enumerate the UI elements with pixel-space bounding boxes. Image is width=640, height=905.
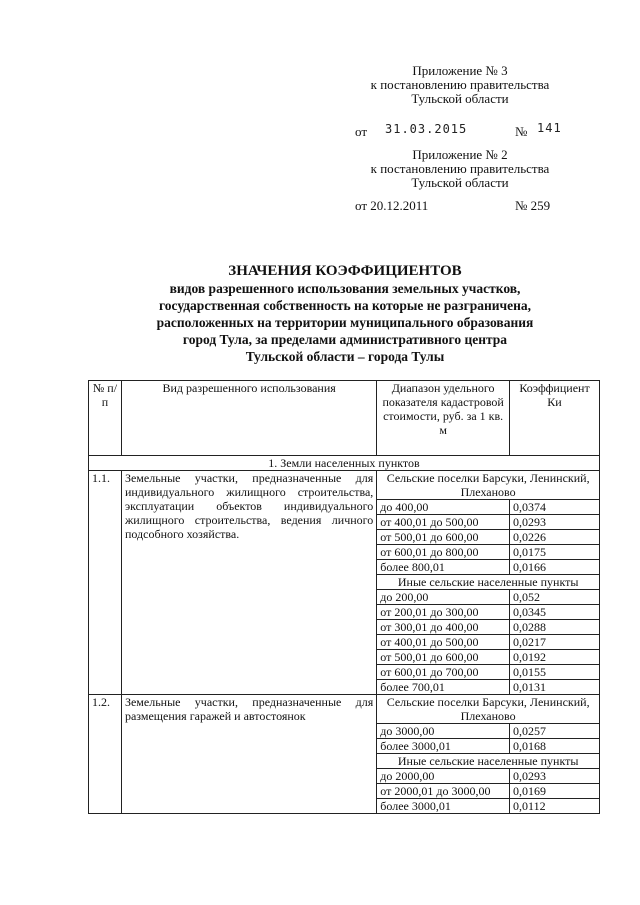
- coef-cell: 0,0345: [510, 605, 600, 620]
- range-cell: до 3000,00: [377, 724, 510, 739]
- range-cell: от 400,01 до 500,00: [377, 515, 510, 530]
- coef-cell: 0,0257: [510, 724, 600, 739]
- document-title: [95, 262, 595, 365]
- range-cell: от 600,01 до 800,00: [377, 545, 510, 560]
- range-cell: от 200,01 до 300,00: [377, 605, 510, 620]
- item-number: 1.2.: [89, 695, 122, 814]
- appendix3-number-prefix: №: [515, 124, 528, 139]
- coef-cell: 0,052: [510, 590, 600, 605]
- appendix2-line2: к постановлению правительства: [370, 161, 550, 176]
- coef-cell: 0,0166: [510, 560, 600, 575]
- range-cell: более 700,01: [377, 680, 510, 695]
- appendix3-line3: Тульской области: [411, 91, 509, 106]
- group-name: Иные сельские населенные пункты: [377, 754, 600, 769]
- coef-cell: 0,0112: [510, 799, 600, 814]
- appendix3-line2: к постановлению правительства: [370, 77, 550, 92]
- range-cell: от 2000,01 до 3000,00: [377, 784, 510, 799]
- range-cell: более 800,01: [377, 560, 510, 575]
- title-line-1: видов разрешенного использования земельных участков,: [169, 281, 521, 296]
- coef-cell: 0,0192: [510, 650, 600, 665]
- group-header-row: [89, 471, 600, 500]
- group-header-row: [89, 695, 600, 724]
- coef-cell: 0,0293: [510, 769, 600, 784]
- item-description: Земельные участки, предназначенные для индивидуального жилищного строительства, эксплуатации объектов индивидуального жилищного строительства, ведения личного подсобного хозяйства.: [121, 471, 376, 695]
- section-title: 1. Земли населенных пунктов: [89, 456, 600, 471]
- appendix3-date-prefix: от: [355, 124, 368, 139]
- appendix3-number: 141: [537, 121, 562, 135]
- title-line-4: город Тула, за пределами административного центра: [182, 332, 508, 347]
- coef-cell: 0,0374: [510, 500, 600, 515]
- coef-cell: 0,0288: [510, 620, 600, 635]
- coef-cell: 0,0217: [510, 635, 600, 650]
- header-type: Вид разрешенного использования: [121, 381, 376, 456]
- coef-cell: 0,0175: [510, 545, 600, 560]
- coef-cell: 0,0168: [510, 739, 600, 754]
- header-range: Диапазон удельного показателя кадастровой стоимости, руб. за 1 кв. м: [377, 381, 510, 456]
- header-coef: Коэффициент Ки: [510, 381, 600, 456]
- item-description: Земельные участки, предназначенные для размещения гаражей и автостоянок: [121, 695, 376, 814]
- header-row: [89, 381, 600, 456]
- header-num: № п/п: [89, 381, 122, 456]
- coef-cell: 0,0226: [510, 530, 600, 545]
- title-line-2: государственная собственность на которые не разграничена,: [158, 298, 532, 313]
- coef-cell: 0,0155: [510, 665, 600, 680]
- range-cell: от 500,01 до 600,00: [377, 530, 510, 545]
- range-cell: более 3000,01: [377, 739, 510, 754]
- range-cell: от 400,01 до 500,00: [377, 635, 510, 650]
- appendix2-number: № 259: [515, 198, 551, 213]
- appendix2-header: [345, 148, 575, 190]
- title-line-3: расположенных на территории муниципального образования: [156, 315, 534, 330]
- appendix3-date: 31.03.2015: [385, 122, 468, 136]
- appendix2-line1: Приложение № 2: [412, 147, 508, 162]
- group-name: Сельские поселки Барсуки, Ленинский, Плеханово: [377, 471, 600, 500]
- coef-cell: 0,0131: [510, 680, 600, 695]
- range-cell: от 300,01 до 400,00: [377, 620, 510, 635]
- section-row: [89, 456, 600, 471]
- title-main: ЗНАЧЕНИЯ КОЭФФИЦИЕНТОВ: [228, 263, 462, 279]
- item-number: 1.1.: [89, 471, 122, 695]
- coefficients-table: [88, 380, 600, 814]
- range-cell: от 500,01 до 600,00: [377, 650, 510, 665]
- coef-cell: 0,0169: [510, 784, 600, 799]
- group-name: Сельские поселки Барсуки, Ленинский, Плеханово: [377, 695, 600, 724]
- range-cell: от 600,01 до 700,00: [377, 665, 510, 680]
- title-line-5: Тульской области – города Тулы: [245, 349, 445, 364]
- coef-cell: 0,0293: [510, 515, 600, 530]
- range-cell: до 400,00: [377, 500, 510, 515]
- appendix2-line3: Тульской области: [411, 175, 509, 190]
- appendix3-header: [345, 64, 575, 106]
- appendix2-date: от 20.12.2011: [355, 198, 429, 213]
- group-name: Иные сельские населенные пункты: [377, 575, 600, 590]
- range-cell: более 3000,01: [377, 799, 510, 814]
- appendix3-line1: Приложение № 3: [412, 63, 508, 78]
- table-body: [89, 471, 600, 814]
- range-cell: до 2000,00: [377, 769, 510, 784]
- range-cell: до 200,00: [377, 590, 510, 605]
